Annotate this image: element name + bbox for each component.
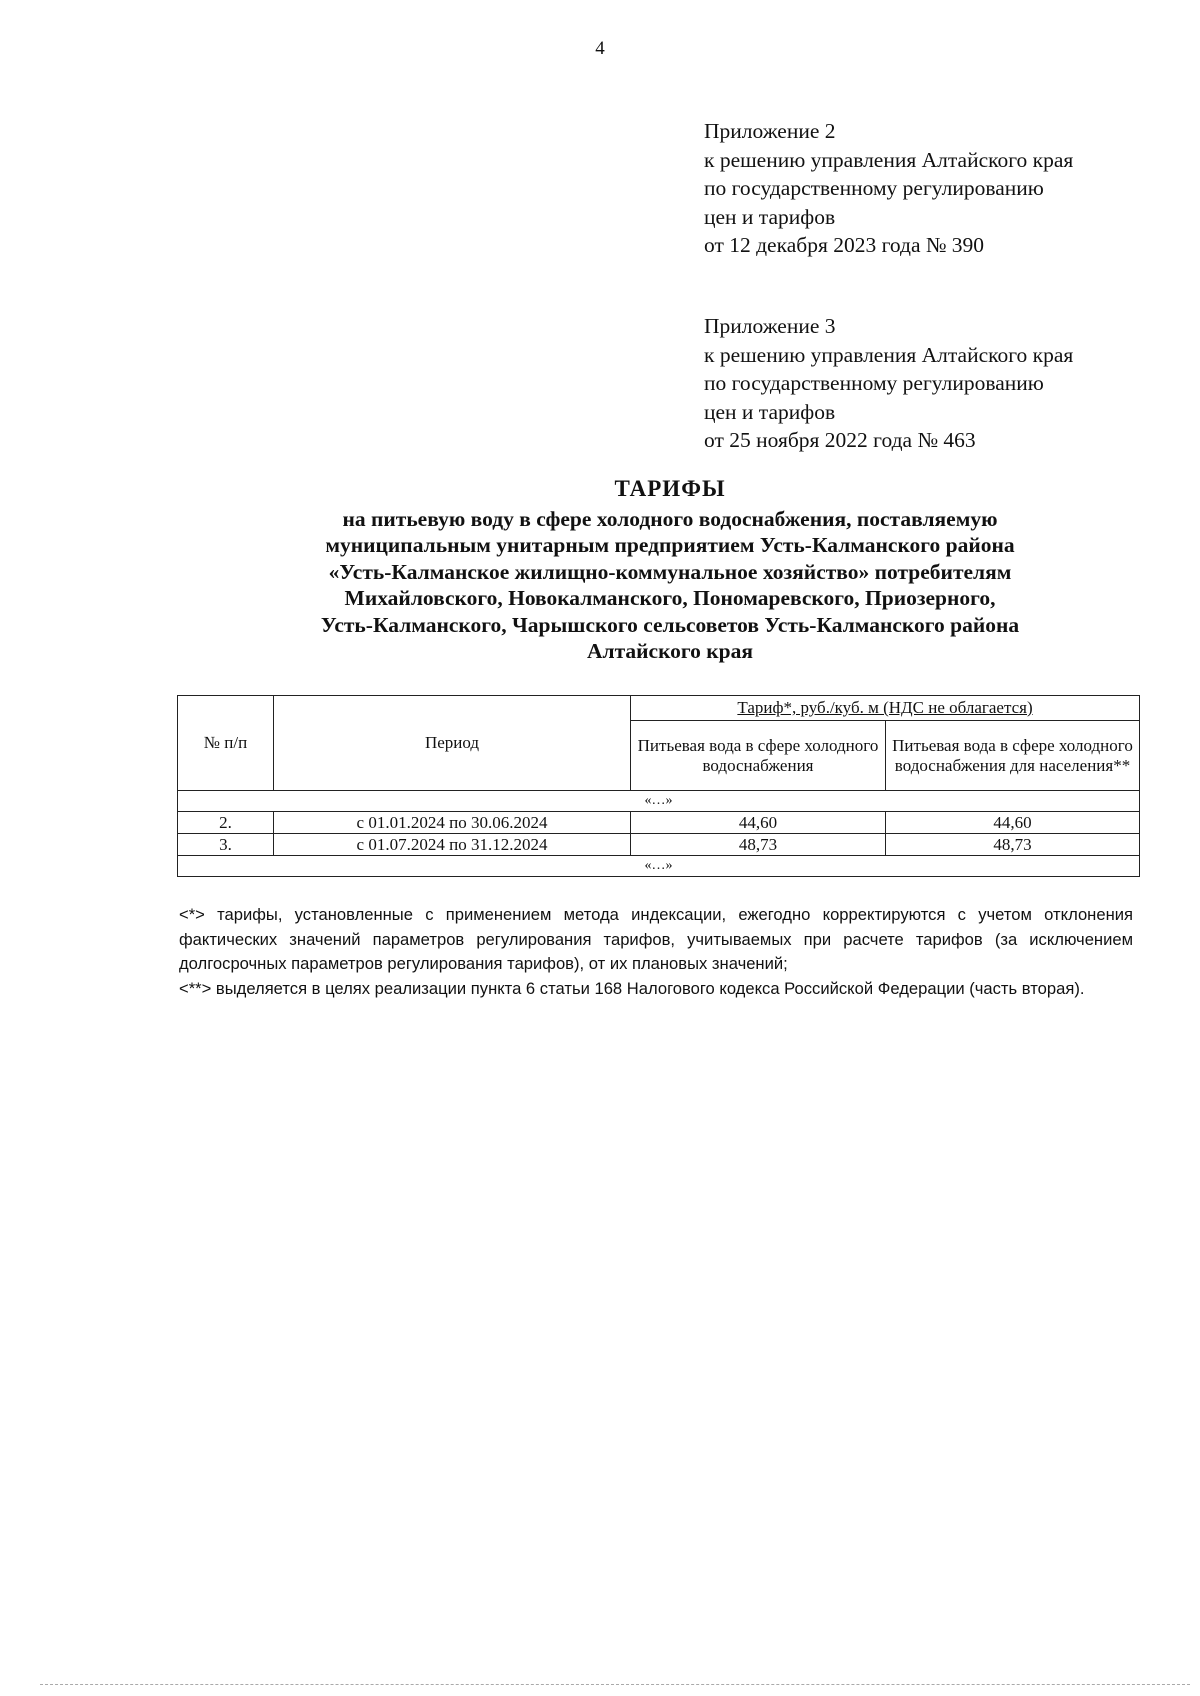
title-line: Михайловского, Новокалманского, Пономаревского, Приозерного, [344,586,996,610]
appendix-3-line: по государственному регулированию [704,371,1044,395]
title-line: Алтайского края [586,639,754,663]
appendix-3-line: Приложение 3 [704,314,836,338]
table-ellipsis-top: «…» [178,791,1140,812]
row-num: 3. [178,834,274,856]
header-period: Период [274,696,631,791]
appendix-2-line: к решению управления Алтайского края [704,147,1074,172]
appendix-2-header [704,117,1144,260]
appendix-2-line: цен и тарифов [704,204,836,229]
footnote-1: <*> тарифы, установленные с применением метода индексации, ежегодно корректируются с учетом отклонения фактических значений параметров регулирования тарифов, учитываемых при расчете тарифов (за исключением долгосрочных параметров регулирования тарифов), от их плановых значений; [179,905,1133,973]
row-water: 44,60 [631,812,886,834]
appendix-3-line: от 25 ноября 2022 года № 463 [704,428,976,452]
title-line: «Усть-Калманское жилищно-коммунальное хозяйство» потребителям [328,559,1012,584]
row-population: 48,73 [886,834,1140,856]
table-row [178,834,1140,856]
header-population [886,721,1140,791]
row-num: 2. [178,812,274,834]
page-number: 4 [595,38,605,59]
row-period: с 01.07.2024 по 31.12.2024 [274,834,631,856]
appendix-3-header [704,312,1144,455]
title-main: ТАРИФЫ [614,476,726,501]
row-population: 44,60 [886,812,1140,834]
title-line: на питьевую воду в сфере холодного водоснабжения, поставляемую [342,506,998,531]
footnotes [179,903,1133,1001]
row-water: 48,73 [631,834,886,856]
title-line: муниципальным унитарным предприятием Усть-Калманского района [325,533,1015,557]
table-ellipsis-bottom: «…» [178,856,1140,877]
table-row [178,812,1140,834]
appendix-3-line: к решению управления Алтайского края [704,342,1074,367]
header-population-text: Питьевая вода в сфере холодного водоснабжения для населения** [892,735,1133,775]
tariff-table [177,695,1140,877]
page-bottom-rule [40,1684,1190,1685]
header-tariff [631,696,1140,721]
appendix-2-line: от 12 декабря 2023 года № 390 [704,233,984,257]
header-tariff-text: Тариф*, руб./куб. м (НДС не облагается) [737,698,1033,717]
appendix-2-line: Приложение 2 [704,119,836,143]
header-num: № п/п [178,696,274,791]
footnote-2: <**> выделяется в целях реализации пункта 6 статьи 168 Налогового кодекса Российской Федерации (часть вторая). [179,978,1085,998]
row-period: с 01.01.2024 по 30.06.2024 [274,812,631,834]
title-line: Усть-Калманского, Чарышского сельсоветов Усть-Калманского района [320,612,1020,637]
appendix-3-line: цен и тарифов [704,399,836,424]
document-title [200,476,1140,665]
header-water: Питьевая вода в сфере холодного водоснабжения [631,721,886,791]
appendix-2-line: по государственному регулированию [704,176,1044,200]
